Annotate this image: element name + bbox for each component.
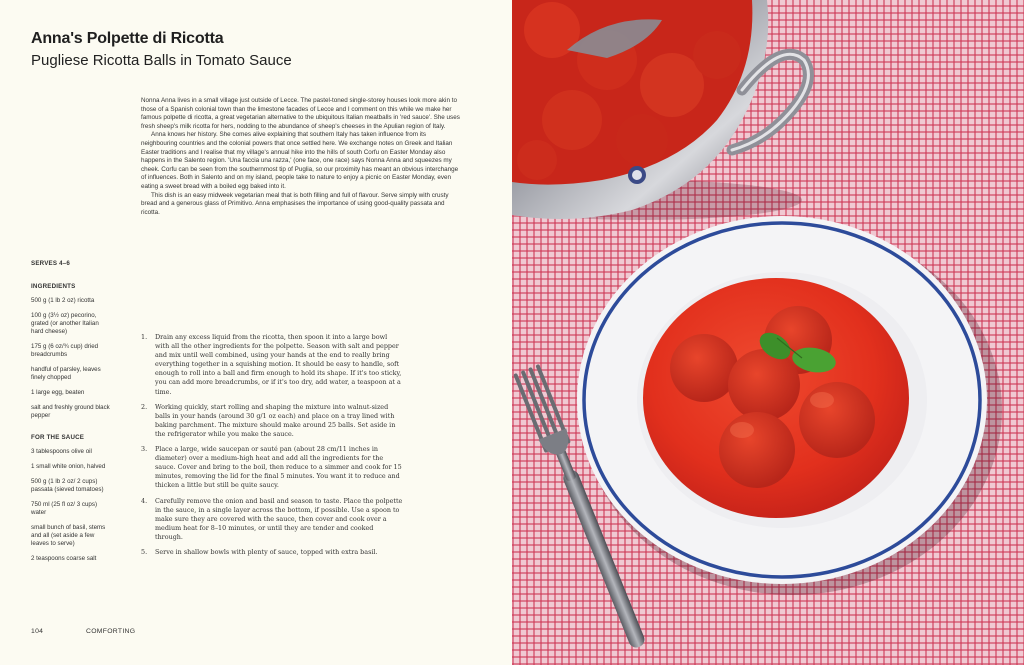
step-number: 2. (141, 402, 148, 411)
method-steps (141, 333, 403, 563)
step-number: 5. (141, 547, 148, 556)
recipe-title: Anna's Polpette di Ricotta (31, 30, 224, 47)
ingredient-item: 100 g (3½ oz) pecorino, grated (or another Italian hard cheese) (31, 312, 99, 335)
method-step (141, 497, 403, 542)
sauce-ingredient-item: 1 small white onion, halved (31, 463, 106, 470)
sauce-heading: FOR THE SAUCE (31, 434, 85, 441)
step-text: Serve in shallow bowls with plenty of sauce, topped with extra basil. (155, 547, 378, 556)
intro-paragraph: Anna knows her history. She comes alive explaining that southern Italy has taken influence from its neighbouring countries and the colonial powers that once settled here. We exchange notes on Greek and Italian Easter traditions and I realise that my village's annual hike into the hills of south Corfu on Easter Monday also happens in the Salento region. 'Una faccia una razza,' (one face, one race) says Nonna Anna and squeezes my cheek. Corfu can be seen from the southernmost tip of Puglia, so our proximity has meant an obvious interchange of influences. Both in Salento and on my island, people take to nature to enjoy a picnic on Easter Monday, even eating a sweet bread with a boiled egg baked into it. (141, 131, 459, 190)
step-text: Drain any excess liquid from the ricotta, then spoon it into a large bowl with all the other ingredients for the polpette. Season with salt and pepper and mix until well combined, using your hands at the end to really bring everything together in a squishing motion. It should be easy to handle, soft enough to roll into a ball and firm enough to hold its shape. If it's too sticky, you can add more breadcrumbs, or if it's too dry, add water, a teaspoon at a time. (155, 333, 402, 396)
sauce-ingredient-item: 2 teaspoons coarse salt (31, 555, 97, 562)
step-number: 4. (141, 496, 148, 505)
food-photo (512, 0, 1024, 665)
step-text: Place a large, wide saucepan or sauté pan (about 28 cm/11 inches in diameter) over a medium-high heat and add all the ingredients for the sauce. Cover and bring to the boil, then reduce to a simmer and cook for 15 minutes, removing the lid for the final 5 minutes. You want it to reduce and thicken a little but still be quite saucy. (155, 445, 402, 490)
intro-text (141, 97, 463, 217)
intro-paragraph: This dish is an easy midweek vegetarian meal that is both filling and full of flavour. Serve simply with crusty bread and a generous glass of Primitivo. Anna emphasises the importance of using good-quality passata and ricotta. (141, 191, 449, 216)
sauce-ingredient-item: 3 tablespoons olive oil (31, 448, 92, 455)
section-name: COMFORTING (86, 628, 136, 635)
method-step (141, 445, 403, 490)
sauce-ingredient-item: small bunch of basil, stems and all (set aside a few leaves to serve) (31, 524, 106, 547)
ingredient-item: 175 g (6 oz/¾ cup) dried breadcrumbs (31, 343, 99, 358)
intro-paragraph: Nonna Anna lives in a small village just outside of Lecce. The pastel-toned single-storey houses look more akin to those of a Spanish colonial town than the limestone facades of Lecce and I comment on this while we make her famous polpette di ricotta, a great vegetarian alternative to the ubiquitous Italian meatballs in 'red sauce'. She uses fresh sheep's milk ricotta for hers, nodding to the abundance of sheep's cheeses in the Apulian region of Italy. (141, 97, 460, 130)
serves-label: SERVES 4–6 (31, 260, 71, 267)
method-step (141, 403, 403, 439)
saucepan (512, 0, 808, 220)
step-text: Carefully remove the onion and basil and season to taste. Place the polpette in the sauce, in a single layer across the bottom, if possible. Use a spoon to make sure they are covered with the sauce, then cover and cook over a medium heat for 8–10 minutes, or until they are tender and cooked through. (155, 496, 403, 541)
ingredients-column (31, 260, 111, 570)
photo-page (512, 0, 1024, 665)
step-number: 1. (141, 333, 148, 341)
recipe-subtitle: Pugliese Ricotta Balls in Tomato Sauce (31, 52, 292, 69)
ingredients-heading: INGREDIENTS (31, 283, 76, 290)
step-text: Working quickly, start rolling and shaping the mixture into walnut-sized balls in your hands (around 30 g/1 oz each) and place on a tray lined with baking parchment. The mixture should make around 25 balls. Set aside in the refrigerator while you make the sauce. (155, 402, 396, 438)
method-step (141, 333, 403, 397)
method-step (141, 548, 403, 557)
ingredient-item: handful of parsley, leaves finely chopped (31, 366, 101, 381)
ingredient-item: 500 g (1 lb 2 oz) ricotta (31, 297, 95, 304)
ingredient-item: salt and freshly ground black pepper (31, 404, 110, 419)
sauce-ingredient-item: 500 g (1 lb 2 oz/ 2 cups) passata (sieved tomatoes) (31, 478, 104, 493)
page-number: 104 (31, 628, 44, 635)
sauce-ingredient-item: 750 ml (25 fl oz/ 3 cups) water (31, 501, 98, 516)
step-number: 3. (141, 445, 148, 454)
ingredient-item: 1 large egg, beaten (31, 389, 85, 396)
